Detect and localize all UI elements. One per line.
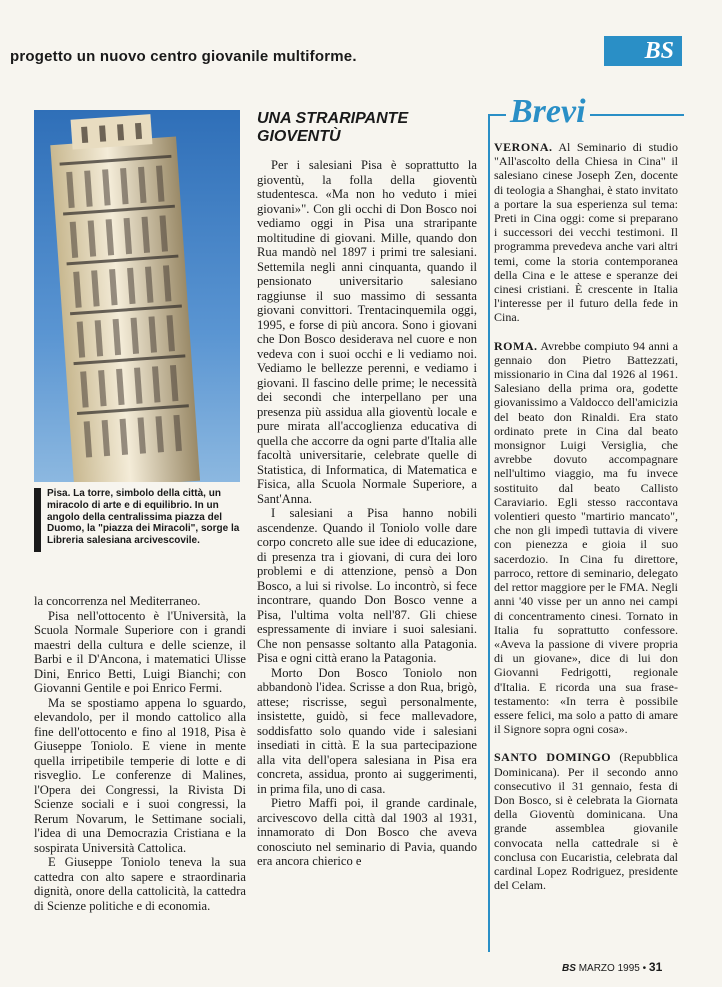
paragraph: Ma se spostiamo appena lo sguardo, elevandolo, per il mondo cattolico alla fine dell'ottocento e fino al 1918, Pisa è Giuseppe Toniolo. E viene in mente quella irripetibile temperie di lotte e di risveglio. Le conferenze di Malines, l'Opera dei Congressi, la Rivista Di Scienze sociali e i suoi congressi, la Rerum Novarum, le Settimane sociali, l'idea di una Democrazia Cristiana e la sospirata Università Cattolica. [34,695,246,855]
news-item [494,750,678,892]
news-item [494,339,678,737]
page-number: 31 [648,960,663,974]
news-place: ROMA. [494,338,538,353]
paragraph: Morto Don Bosco Toniolo non abbandonò l'idea. Scrisse a don Rua, brigò, attese; riscrisse, seguì personalmente, insistette, guidò, si fece mallevadore, soddisfatto solo quando vide i salesiani insediati in città. E la sua partecipazione alla vita dell'opera salesiana in Pisa era concreta, assidua, pronto ai suggerimenti, in prima fila, uno di casa. [257,665,477,796]
page-footer [562,960,662,974]
heading-line-2: GIOVENTÙ [257,128,341,145]
paragraph: la concorrenza nel Mediterraneo. [34,594,201,608]
photo-caption: Pisa. La torre, simbolo della città, un miracolo di arte e di equilibrio. In un angolo della centralissima piazza del Duomo, la "piazza dei Miracoli", sorge la Libreria salesiana arcivescovile. [34,488,246,552]
news-text: Avrebbe compiuto 94 anni a gennaio don Pietro Battezzati, missionario in Cina dal 1926 al 1961. Salesiano della prima ora, godette giovanissimo a Valdocco dell'amicizia del beato don Rinaldi. Era stato ordinato prete in Cina dal beato monsignor Luigi Versiglia, che avrebbe dovuto accompagnare nell'ultimo viaggio, ma fu invece sostituito dal beato Callisto Caraviario. Egli stesso raccontava volentieri questo "martirio mancato", che non gli impedì tuttavia di vivere con pienezza e gioia il suo sacerdozio. In Cina fu direttore, parroco, rettore di seminario, delegato del rettor maggiore per le FMA. Negli anni '40 visse per un anno nei campi di concentramento cinesi. Tornato in Italia fu soprattutto confessore. «Aveva la passione di vivere propria di un giovane», dice di lui don Giovanni Fedrigotti, regionale d'Italia. E ricorda una sua frase-testamento: «In terra è possibile essere felici, ma solo a patto di amare il Signore sopra ogni cosa». [494,338,678,737]
heading-line-1: UNA STRARIPANTE [257,110,409,127]
paragraph: I salesiani a Pisa hanno nobili ascendenze. Quando il Toniolo volle dare corpo concreto alle sue idee di educazione, di presenza tra i giovani, di cura dei loro problemi e di attenzione, pensò a Don Bosco, a lui si rivolse. Lo incontrò, si fece incontrare, quando Don Bosco venne a Pisa, l'ultima volta nell'87. Gli chiese espressamente di inviare i suoi salesiani. Che non pensasse soltanto alla Patagonia. Pisa e ogni città erano la Patagonia. [257,506,477,665]
paragraph: E Giuseppe Toniolo teneva la sua cattedra con alto sapere e straordinaria dignità, onore della cattolicità, la cattedra di Scienze politiche e di economia. [34,855,246,913]
left-column [34,594,246,913]
paragraph: Pisa nell'ottocento è l'Università, la Scuola Normale Superiore con i grandi maestri della cultura e delle scienze, il Barbi e il D'Ancona, i matematici Ulisse Dini, Enrico Betti, Luigi Bianchi; con Giovanni Gentile e poi Enrico Fermi. [34,608,246,695]
leaning-tower-photo [34,110,240,482]
news-place: VERONA. [494,140,553,154]
paragraph: Per i salesiani Pisa è soprattutto la gioventù, la folla della gioventù studentesca. «Ma non ho veduto i miei giovani»". Con gli occhi di Don Bosco noi vediamo oggi in Pisa una straripante moltitudine di giovani. Mille, quando don Rua mandò nel 1897 i primi tre salesiani. Settemila negli anni cinquanta, quando il pensionato universitario salesiano raggiunse il suo massimo di sessanta giovani convittori. Trentacinquemila oggi, 1995, e forse di più ancora. Sono i giovani che Don Bosco desiderava nel cuore e non vedeva con i suoi occhi e li vediamo noi. Vediamo le bellezze perenni, e vediamo i giovani. Il fascino delle prime; le necessità dei secondi che interpellano per una presenza più assidua alla gioventù locale e pure mirata all'accoglienza educativa di quella che accorre da ogni parte d'Italia alle facoltà universitarie, celebrate quelle di Statistica, di Informatica, di Matematica e Fisica, alla Scuola Normale Superiore, a Sant'Anna. [257,158,477,506]
news-item [494,140,678,325]
paragraph: Pietro Maffi poi, il grande cardinale, arcivescovo della città dal 1903 al 1931, innamorato di Don Bosco che aveva conosciuto nel seminario di Pavia, quando era ancora chierico e [257,796,477,868]
top-line-text: progetto un nuovo centro giovanile multiforme. [10,48,357,65]
footer-issue: MARZO 1995 • [578,963,647,974]
news-text: (Repubblica Dominicana). Per il secondo anno consecutivo il 31 gennaio, festa di Don Bosco, si è celebrata la Giornata della Gioventù dominicana. Una grande assemblea giovanile convocata nella cattedrale si è conclusa con Eucaristia, celebrata dal cardinal Lopez Rodriguez, presidente del Celam. [494,750,678,893]
middle-column [257,110,477,869]
brevi-rule-left [488,114,490,952]
section-tab: BS [604,36,682,66]
footer-magazine: BS [562,963,576,974]
news-place: SANTO DOMINGO [494,750,612,765]
brevi-title: Brevi [506,92,590,132]
tower-illustration [34,110,240,482]
news-text: Al Seminario di studio "All'ascolto della Chiesa in Cina" il salesiano cinese Joseph Zen, docente di teologia a Shanghai, è stato invitato a portare la sua esperienza sul tema: Preti in Cina oggi: come si preparano i successori dei vecchi testimoni. Il programma prevedeva anche vari altri temi, come la storia contemporanea della Cina e le attese e speranze dei cinesi cristiani. È crescente in Italia l'interesse per il futuro della fede in Cina. [494,140,678,325]
brevi-column [494,140,678,906]
section-heading [257,110,477,146]
